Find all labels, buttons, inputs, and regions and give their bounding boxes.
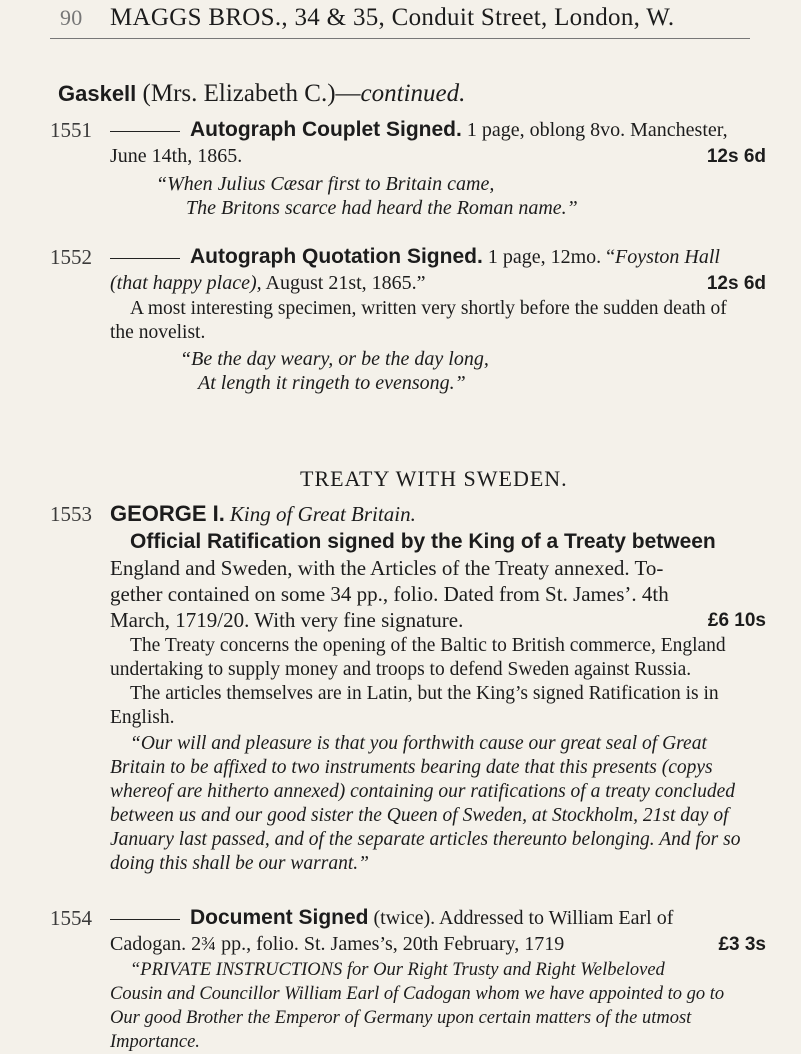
author-heading [58,80,465,108]
entry-line: Cadogan. 2¾ pp., folio. St. James’s, 20th February, 1719 [110,933,565,955]
ditto-dash [110,258,180,259]
entry-details: 1 page, 12mo. “ [487,246,615,268]
quote-line: “Be the day weary, or be the day long, [180,348,489,370]
quote-line: “Our will and pleasure is that you forthwith cause our great seal of Great [130,733,707,754]
description-line: English. [110,707,175,728]
lot-number: 1551 [50,118,92,142]
quote-line: The Britons scarce had heard the Roman name.” [186,197,578,219]
entry-place: Foyston Hall [615,246,720,268]
author-rest: (Mrs. Elizabeth C.)— [142,80,361,107]
entry-heading: Document Signed [190,906,369,929]
monarch-name: GEORGE I. [110,501,225,526]
header-rule [50,38,750,39]
publisher-line: MAGGS BROS., 34 & 35, Conduit Street, London, W. [110,4,675,31]
quote-line: whereof are hitherto annexed) containing our ratifications of a treaty concluded [110,781,735,802]
entry-place-note: (that happy place), [110,272,262,294]
entry-line-2 [110,271,426,295]
entry-details: (twice). Addressed to William Earl of [373,907,674,929]
quote-line: Importance. [110,1032,200,1052]
entry-line: England and Sweden, with the Articles of the Treaty annexed. To- [110,556,664,580]
entry-date: August 21st, 1865.” [265,272,426,294]
lot-number: 1553 [50,502,92,526]
description-line: undertaking to supply money and troops to defend Sweden against Russia. [110,659,692,680]
quote-line: “When Julius Cæsar first to Britain came, [156,173,495,195]
quote-line: Cousin and Councillor William Earl of Cadogan whom we have appointed to go to [110,984,725,1004]
entry-date: June 14th, 1865. [110,145,243,167]
entry-line [110,118,728,142]
price: £3 3s [718,934,766,955]
entry-line [110,245,720,269]
entry-heading: Autograph Quotation Signed. [190,245,483,268]
lot-number: 1552 [50,245,92,269]
running-head [60,4,760,32]
quote-line: between us and our good sister the Queen of Sweden, at Stockholm, 21st day of [110,805,729,826]
description-line: The articles themselves are in Latin, but the King’s signed Ratification is in [130,683,719,704]
entry-title-line [110,502,416,527]
description-line: The Treaty concerns the opening of the Baltic to British commerce, England [130,635,726,656]
ditto-dash [110,919,180,920]
monarch-title: King of Great Britain. [229,502,416,526]
entry-line [110,906,673,930]
quote-line: Britain to be affixed to two instruments bearing date that this presents (copys [110,757,713,778]
quote-line: “PRIVATE INSTRUCTIONS for Our Right Trusty and Right Welbeloved [130,960,665,980]
section-title: TREATY WITH SWEDEN. [300,466,568,491]
lot-number: 1554 [50,906,92,930]
entry-line: Official Ratification signed by the King of a Treaty between [130,530,716,553]
ditto-dash [110,131,180,132]
price: £6 10s [707,610,766,631]
page-number: 90 [60,5,83,30]
description-line: the novelist. [110,322,206,343]
quote-line: doing this shall be our warrant.” [110,853,369,874]
entry-details: 1 page, oblong 8vo. Manchester, [466,119,728,141]
quote-line: At length it ringeth to evensong.” [198,372,466,394]
author-name: Gaskell [58,81,137,106]
entry-line: March, 1719/20. With very fine signature. [110,608,464,632]
author-continued: continued. [360,80,466,107]
entry-heading: Autograph Couplet Signed. [190,118,462,141]
entry-line: gether contained on some 34 pp., folio. Dated from St. James’. 4th [110,582,669,606]
quote-line: January last passed, and of the separate articles thereunto belonging. And for so [110,829,741,850]
quote-line: Our good Brother the Emperor of Germany upon certain matters of the utmost [110,1008,692,1028]
description-line: A most interesting specimen, written very shortly before the sudden death of [130,298,727,319]
price: 12s 6d [706,273,766,294]
price: 12s 6d [706,146,766,167]
